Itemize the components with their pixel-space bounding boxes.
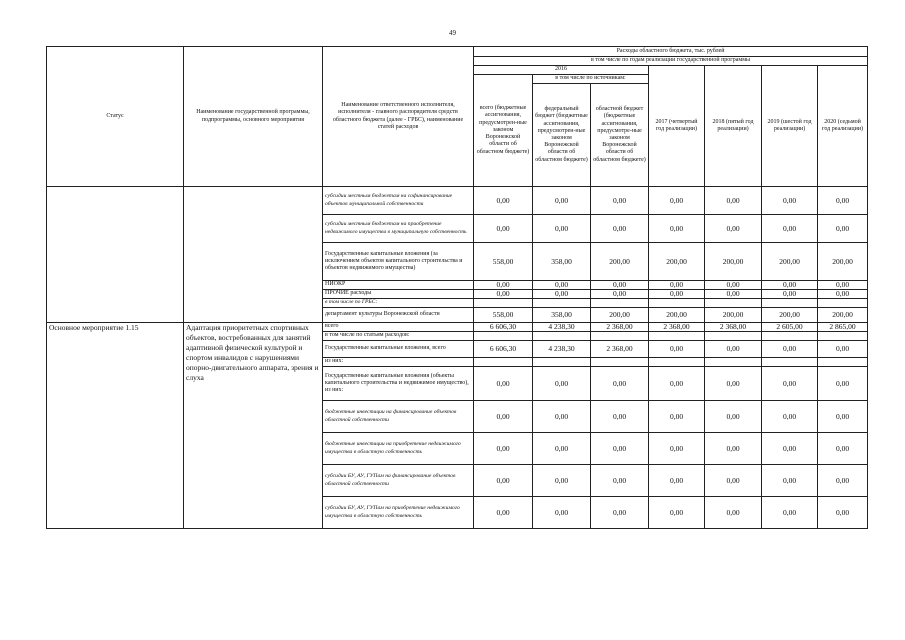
value-cell xyxy=(762,299,818,308)
header-federal: федеральный бюджет (бюджетные ассигнования, предусмотрен-ные законом Воронежской области об областном бюджете) xyxy=(533,84,591,187)
value-cell: 0,00 xyxy=(818,497,868,529)
value-cell xyxy=(591,332,649,341)
value-cell: 0,00 xyxy=(474,367,533,401)
value-cell: 0,00 xyxy=(818,401,868,433)
row-label: Государственные капитальные вложения, всего xyxy=(323,341,474,358)
value-cell xyxy=(649,358,705,367)
value-cell: 0,00 xyxy=(705,215,762,243)
header-program-name: Наименование государственной программы, подпрограммы, основного мероприятия xyxy=(184,47,323,187)
value-cell: 200,00 xyxy=(649,308,705,323)
value-cell: 0,00 xyxy=(762,215,818,243)
value-cell: 0,00 xyxy=(591,497,649,529)
header-2020: 2020 (седьмой год реализации) xyxy=(818,66,868,187)
measure-name: Адаптация приоритетных спортивных объектов, востребованных для занятий адаптивной физической культурой и спортом инвалидов с нарушениями опорно-двигательного аппарата, зрения и слуха xyxy=(184,323,323,529)
value-cell xyxy=(818,299,868,308)
row-label: бюджетные инвестиции на приобретение недвижимого имущества в областную собственность xyxy=(323,433,474,465)
value-cell: 200,00 xyxy=(591,308,649,323)
value-cell xyxy=(474,332,533,341)
value-cell: 558,00 xyxy=(474,243,533,281)
row-label: субсидии БУ, АУ, ГУПам на финансирование объектов областной собственности xyxy=(323,465,474,497)
header-by-sources: в том числе по источникам: xyxy=(533,75,649,84)
header-regional: областной бюджет (бюджетные ассигнования, предусмотре-ные законом Воронежской области об областном бюджете) xyxy=(591,84,649,187)
value-cell: 6 606,30 xyxy=(474,323,533,332)
value-cell: 558,00 xyxy=(474,308,533,323)
value-cell xyxy=(818,358,868,367)
value-cell: 0,00 xyxy=(474,497,533,529)
value-cell: 0,00 xyxy=(649,281,705,290)
value-cell: 0,00 xyxy=(818,215,868,243)
row-label: всего xyxy=(323,323,474,332)
value-cell: 0,00 xyxy=(591,290,649,299)
value-cell: 0,00 xyxy=(818,433,868,465)
table-row xyxy=(47,323,868,332)
value-cell: 0,00 xyxy=(649,401,705,433)
value-cell xyxy=(705,358,762,367)
value-cell: 0,00 xyxy=(818,187,868,215)
value-cell: 0,00 xyxy=(705,401,762,433)
value-cell: 0,00 xyxy=(705,497,762,529)
value-cell: 0,00 xyxy=(649,497,705,529)
value-cell: 0,00 xyxy=(649,290,705,299)
value-cell: 0,00 xyxy=(762,341,818,358)
value-cell: 0,00 xyxy=(705,367,762,401)
budget-table xyxy=(46,46,868,529)
header-status: Статус xyxy=(47,47,184,187)
header-2019: 2019 (шестой год реализации) xyxy=(762,66,818,187)
value-cell: 0,00 xyxy=(649,187,705,215)
value-cell: 0,00 xyxy=(591,401,649,433)
value-cell: 0,00 xyxy=(649,433,705,465)
row-label: субсидии местным бюджетам на софинансирование объектов муниципальной собственности xyxy=(323,187,474,215)
value-cell xyxy=(591,358,649,367)
value-cell: 0,00 xyxy=(533,433,591,465)
header-year-2016: 2016 xyxy=(474,66,649,75)
value-cell: 0,00 xyxy=(474,187,533,215)
value-cell: 0,00 xyxy=(474,290,533,299)
header-by-years: в том числе по годам реализации государственной программы xyxy=(474,57,868,66)
value-cell: 0,00 xyxy=(818,367,868,401)
value-cell: 4 238,30 xyxy=(533,323,591,332)
value-cell: 0,00 xyxy=(591,465,649,497)
row-label: из них: xyxy=(323,358,474,367)
row-label: субсидии местным бюджетам на приобретение недвижимого имущества в муниципальную собственность xyxy=(323,215,474,243)
value-cell: 0,00 xyxy=(762,497,818,529)
value-cell: 0,00 xyxy=(533,367,591,401)
value-cell xyxy=(533,332,591,341)
value-cell xyxy=(649,332,705,341)
value-cell: 2 368,00 xyxy=(591,341,649,358)
value-cell xyxy=(649,299,705,308)
value-cell: 0,00 xyxy=(474,401,533,433)
value-cell xyxy=(533,358,591,367)
value-cell: 358,00 xyxy=(533,308,591,323)
value-cell xyxy=(705,332,762,341)
value-cell: 0,00 xyxy=(591,215,649,243)
value-cell: 2 605,00 xyxy=(762,323,818,332)
value-cell: 0,00 xyxy=(762,281,818,290)
value-cell: 0,00 xyxy=(533,290,591,299)
value-cell: 2 368,00 xyxy=(649,323,705,332)
header-2017: 2017 (четвертый год реализации) xyxy=(649,66,705,187)
value-cell xyxy=(762,332,818,341)
value-cell: 0,00 xyxy=(474,465,533,497)
value-cell: 0,00 xyxy=(533,187,591,215)
value-cell xyxy=(818,332,868,341)
value-cell: 0,00 xyxy=(649,465,705,497)
row-label: в том числе по ГРБС: xyxy=(323,299,474,308)
row-label: НИОКР xyxy=(323,281,474,290)
value-cell: 0,00 xyxy=(705,290,762,299)
value-cell: 0,00 xyxy=(533,215,591,243)
value-cell: 2 368,00 xyxy=(591,323,649,332)
value-cell: 200,00 xyxy=(705,243,762,281)
row-label: департамент культуры Воронежской области xyxy=(323,308,474,323)
value-cell: 0,00 xyxy=(591,281,649,290)
value-cell: 0,00 xyxy=(533,401,591,433)
value-cell: 0,00 xyxy=(818,290,868,299)
value-cell xyxy=(762,358,818,367)
value-cell: 2 865,00 xyxy=(818,323,868,332)
value-cell xyxy=(474,358,533,367)
value-cell: 0,00 xyxy=(762,367,818,401)
value-cell: 0,00 xyxy=(474,433,533,465)
value-cell: 0,00 xyxy=(591,187,649,215)
value-cell: 0,00 xyxy=(818,281,868,290)
value-cell: 0,00 xyxy=(705,465,762,497)
value-cell: 0,00 xyxy=(705,187,762,215)
measure-status: Основное мероприятие 1.15 xyxy=(47,323,184,529)
value-cell: 0,00 xyxy=(818,465,868,497)
table-row xyxy=(47,187,868,215)
value-cell: 0,00 xyxy=(474,215,533,243)
header-executor: Наименование ответственного исполнителя, исполнителя - главного распорядителя средств областного бюджета (далее - ГРБС), наименование статей расходов xyxy=(323,47,474,187)
value-cell: 0,00 xyxy=(762,433,818,465)
header-2018: 2018 (пятый год реализации) xyxy=(705,66,762,187)
value-cell: 0,00 xyxy=(533,465,591,497)
value-cell: 0,00 xyxy=(649,341,705,358)
value-cell: 0,00 xyxy=(818,341,868,358)
value-cell: 200,00 xyxy=(762,308,818,323)
header-expenses-title: Расходы областного бюджета, тыс. рублей xyxy=(474,47,868,57)
row-label: ПРОЧИЕ расходы xyxy=(323,290,474,299)
value-cell: 200,00 xyxy=(818,308,868,323)
value-cell xyxy=(533,299,591,308)
value-cell: 200,00 xyxy=(705,308,762,323)
value-cell: 0,00 xyxy=(762,401,818,433)
value-cell: 0,00 xyxy=(649,215,705,243)
value-cell: 200,00 xyxy=(762,243,818,281)
value-cell xyxy=(705,299,762,308)
row-label: бюджетные инвестиции на финансирование объектов областной собственности xyxy=(323,401,474,433)
status-cell-empty xyxy=(47,187,184,323)
value-cell: 0,00 xyxy=(533,497,591,529)
value-cell: 0,00 xyxy=(762,187,818,215)
value-cell: 6 606,30 xyxy=(474,341,533,358)
row-label: в том числе по статьям расходов: xyxy=(323,332,474,341)
value-cell: 0,00 xyxy=(705,341,762,358)
value-cell: 0,00 xyxy=(649,367,705,401)
value-cell: 200,00 xyxy=(591,243,649,281)
value-cell: 0,00 xyxy=(705,281,762,290)
value-cell: 0,00 xyxy=(705,433,762,465)
value-cell: 200,00 xyxy=(649,243,705,281)
row-label: субсидии БУ, АУ, ГУПам на приобретение недвижимого имущества в областную собственность xyxy=(323,497,474,529)
value-cell: 0,00 xyxy=(591,367,649,401)
value-cell: 0,00 xyxy=(474,281,533,290)
row-label: Государственные капитальные вложения (за исключением объектов капитального строительства и объектов недвижимого имущества) xyxy=(323,243,474,281)
page-number: 49 xyxy=(449,29,456,37)
value-cell: 200,00 xyxy=(818,243,868,281)
value-cell: 2 368,00 xyxy=(705,323,762,332)
value-cell: 0,00 xyxy=(533,281,591,290)
row-label: Государственные капитальные вложения (объекты капитального строительства и недвижимое имущество), из них: xyxy=(323,367,474,401)
value-cell: 0,00 xyxy=(591,433,649,465)
value-cell xyxy=(591,299,649,308)
value-cell: 0,00 xyxy=(762,290,818,299)
header-total: всего (бюджетные ассигнования, предусмотрен-ные законом Воронежской области об областном бюджете) xyxy=(474,75,533,187)
name-cell-empty xyxy=(184,187,323,323)
value-cell: 4 238,30 xyxy=(533,341,591,358)
value-cell: 0,00 xyxy=(762,465,818,497)
value-cell xyxy=(474,299,533,308)
value-cell: 358,00 xyxy=(533,243,591,281)
